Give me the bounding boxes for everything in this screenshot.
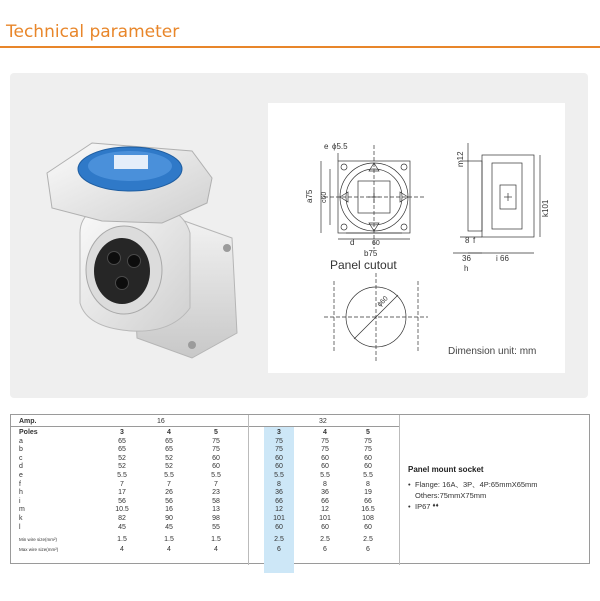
spec-title: Panel mount socket [408, 465, 484, 474]
title-underline [0, 46, 600, 48]
table-cell: 7 [167, 480, 171, 488]
table-cell: 4 [167, 546, 171, 554]
table-cell: 5.5 [363, 472, 373, 479]
socket-photo [42, 133, 252, 368]
row-label: d [19, 463, 23, 471]
table-cell: 5.5 [211, 472, 221, 479]
table-cell: 90 [165, 515, 173, 522]
table-cell: 1.5 [164, 536, 174, 544]
table-cell: 1.5 [211, 536, 221, 544]
label-60: 60 [372, 240, 380, 247]
panel-cutout-label: Panel cutout [330, 258, 397, 272]
table-cell: 101 [319, 515, 331, 522]
water-drop-icon: ♦♦ [432, 503, 439, 509]
table-cell: 26 [165, 489, 173, 497]
table-cell: 8 [323, 480, 327, 488]
label-m12: m12 [456, 151, 465, 167]
table-cell: 19 [364, 489, 372, 497]
table-cell: 60 [364, 463, 372, 471]
table-cell: 66 [275, 497, 283, 505]
table-cell: 60 [212, 463, 220, 471]
label-h: h [464, 264, 469, 273]
table-cell: 75 [275, 437, 283, 445]
row-label: i [19, 497, 21, 505]
table-cell: 2.5 [320, 536, 330, 544]
label-phi55: ϕ5.5 [332, 142, 348, 151]
table-cell: 58 [212, 497, 220, 505]
table-cell: 5 [366, 429, 370, 436]
table-cell: 36 [321, 489, 329, 497]
table-cell: 75 [364, 446, 372, 454]
table-cell: 56 [165, 497, 173, 505]
table-cell: 98 [212, 515, 220, 522]
table-cell: 3 [120, 429, 124, 436]
row-label: e [19, 472, 23, 479]
table-cell: 13 [212, 506, 220, 514]
table-cell: 2.5 [274, 536, 284, 544]
table-cell: 4 [323, 429, 327, 436]
spec-block [408, 465, 588, 512]
table-cell: 52 [118, 463, 126, 471]
spec-line-flange: Flange: 16A、3P、4P:65mmX65mm [415, 480, 538, 489]
row-label: Max wire size(mm²) [19, 547, 59, 553]
table-cell: 45 [118, 523, 126, 531]
product-panel [10, 73, 588, 398]
table-cell: 60 [275, 463, 283, 471]
table-cell: 82 [118, 515, 126, 522]
table-cell: 66 [364, 497, 372, 505]
table-cell: 55 [212, 523, 220, 531]
label-8: 8 [465, 236, 470, 245]
amp-16: 16 [157, 418, 165, 425]
table-cell: 6 [323, 546, 327, 554]
table-cell: 75 [212, 437, 220, 445]
spec-ip [408, 501, 588, 512]
row-label: c [19, 454, 23, 462]
label-f: f [473, 236, 476, 245]
table-cell: 36 [275, 489, 283, 497]
table-cell: 8 [366, 480, 370, 488]
table-cell: 108 [362, 515, 374, 522]
table-cell: 60 [364, 454, 372, 462]
table-cell: 60 [364, 523, 372, 531]
row-label: k [19, 515, 23, 522]
table-cell: 1.5 [117, 536, 127, 544]
table-cell: 101 [273, 515, 285, 522]
table-cell: 16.5 [361, 506, 375, 514]
label-i66: i 66 [496, 254, 509, 263]
table-cell: 5 [214, 429, 218, 436]
table-cell: 60 [275, 523, 283, 531]
table-cell: 12 [275, 506, 283, 514]
table-cell: 75 [364, 437, 372, 445]
table-cell: 5.5 [320, 472, 330, 479]
table-cell: 5.5 [117, 472, 127, 479]
table-cell: 23 [212, 489, 220, 497]
row-label: m [19, 506, 25, 514]
label-c60: c60 [321, 191, 328, 203]
table-cell: 45 [165, 523, 173, 531]
spec-others [408, 490, 588, 501]
label-a75: a75 [305, 189, 314, 203]
table-cell: 16 [165, 506, 173, 514]
table-cell: 4 [214, 546, 218, 554]
table-cell: 17 [118, 489, 126, 497]
row-label: f [19, 480, 21, 488]
table-cell: 4 [120, 546, 124, 554]
table-cell: 66 [321, 497, 329, 505]
dimension-drawing-card [268, 103, 565, 373]
label-k101: k101 [541, 199, 550, 217]
table-cell: 12 [321, 506, 329, 514]
spec-flange [408, 479, 588, 490]
row-label: h [19, 489, 23, 497]
label-e: e [324, 142, 329, 151]
table-cell: 75 [321, 446, 329, 454]
table-cell: 65 [118, 446, 126, 454]
bullet-icon: • [408, 502, 411, 511]
table-cell: 7 [214, 480, 218, 488]
table-cell: 6 [366, 546, 370, 554]
table-cell: 65 [118, 437, 126, 445]
spec-line-ip: IP67 [415, 502, 431, 511]
label-b75: b75 [364, 249, 378, 258]
bullet-icon: • [408, 480, 411, 489]
table-cell: 8 [277, 480, 281, 488]
table-cell: 7 [120, 480, 124, 488]
table-cell: 75 [212, 446, 220, 454]
table-cell: 5.5 [274, 472, 284, 479]
spec-line-others: Others:75mmX75mm [415, 491, 487, 500]
table-cell: 56 [118, 497, 126, 505]
table-cell: 52 [118, 454, 126, 462]
label-d: d [350, 238, 355, 247]
label-phi60: ϕ60 [376, 295, 390, 309]
table-cell: 75 [321, 437, 329, 445]
table-cell: 60 [321, 454, 329, 462]
table-cell: 10.5 [115, 506, 129, 514]
table-cell: 52 [165, 463, 173, 471]
dimension-drawing [268, 103, 565, 373]
table-cell: 2.5 [363, 536, 373, 544]
table-cell: 5.5 [164, 472, 174, 479]
table-cell: 65 [165, 446, 173, 454]
row-label: Min wire size(mm²) [19, 537, 57, 543]
table-cell: 60 [321, 463, 329, 471]
row-label: a [19, 437, 23, 445]
table-cell: 75 [275, 446, 283, 454]
amp-32: 32 [319, 418, 327, 425]
label-36: 36 [462, 254, 471, 263]
table-cell: 52 [165, 454, 173, 462]
table-cell: 6 [277, 546, 281, 554]
table-cell: 65 [165, 437, 173, 445]
dimension-unit-label: Dimension unit: mm [448, 346, 537, 357]
page-title: Technical parameter [6, 22, 180, 42]
row-label: Poles [19, 429, 38, 436]
table-cell: 4 [167, 429, 171, 436]
row-label: b [19, 446, 23, 454]
table-cell: 3 [277, 429, 281, 436]
table-cell: 60 [275, 454, 283, 462]
table-cell: 60 [321, 523, 329, 531]
amp-label: Amp. [19, 418, 37, 425]
table-cell: 60 [212, 454, 220, 462]
row-label: l [19, 523, 21, 531]
